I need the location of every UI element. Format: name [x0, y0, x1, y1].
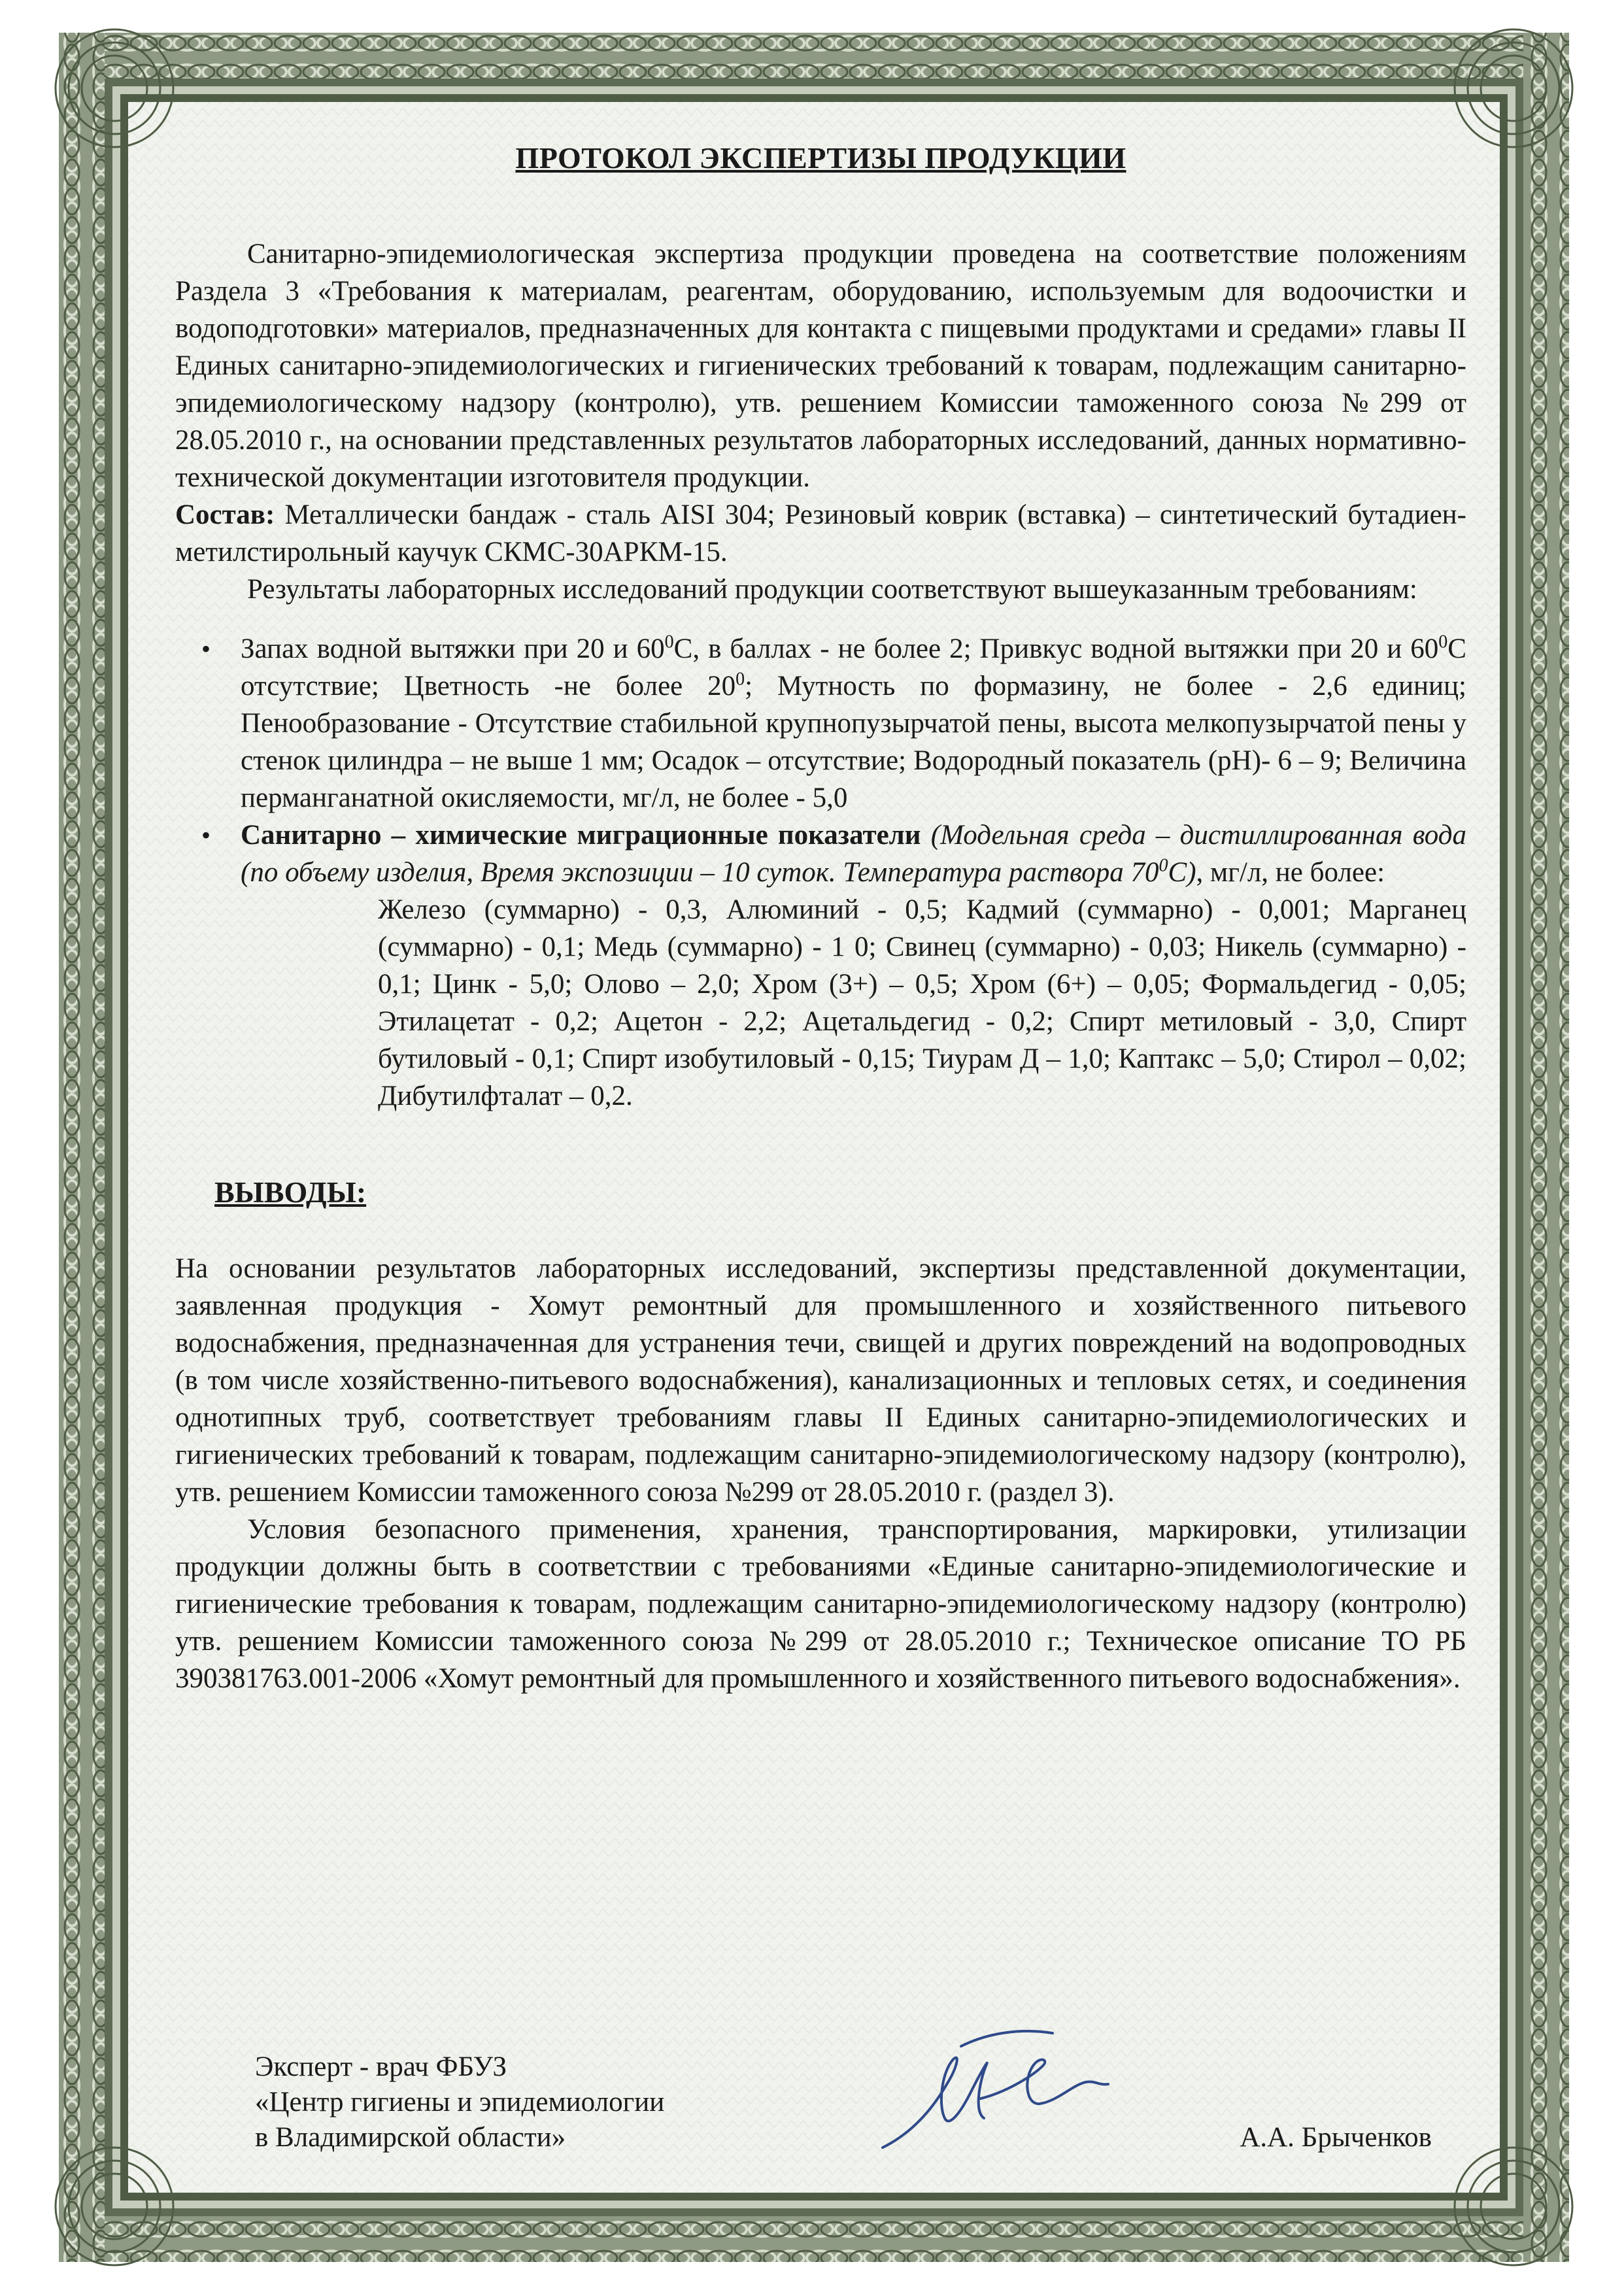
intro-paragraph: Санитарно-эпидемиологическая экспертиза продукции проведена на соответствие положениям Раздела 3 «Требования к материалам, реагентам, оборудованию, используемым для водоочистки и водоподготовки» материалов, предназначенных для контакта с пищевыми продуктами и средами» главы II Единых санитарно-эпидемиологических и гигиенических требований к товарам, подлежащим санитарно-эпидемиологическому надзору (контролю), утв. решением Комиссии таможенного союза №299 от 28.05.2010 г., на основании представленных результатов лабораторных исследований, данных нормативно-технической документации изготовителя продукции. [175, 239, 1466, 493]
composition-text: Металлически бандаж - сталь AISI 304; Резиновый коврик (вставка) – синтетический бутадиен-метилстирольный каучук СКМС-30АРКМ-15. [175, 499, 1466, 567]
conditions-paragraph: Условия безопасного применения, хранения, транспортирования, маркировки, утилизации продукции должны быть в соответствии с требованиями «Единые санитарно-эпидемиологические и гигиенические требования к товарам, подлежащим санитарно-эпидемиологическому надзору (контролю) утв. решением Комиссии таможенного союза №299 от 28.05.2010 г.; Техническое описание ТО РБ 390381763.001-2006 «Хомут ремонтный для промышленного и хозяйственного питьевого водоснабжения». [175, 1514, 1466, 1694]
composition-paragraph [175, 496, 1466, 571]
bullet-icon: • [201, 820, 211, 850]
conclusions-title: ВЫВОДЫ: [214, 1175, 367, 1209]
metals-limits: Железо (суммарно) - 0,3, Алюминий - 0,5; Кадмий (суммарно) - 0,001; Марганец (суммарно) - 0,1; Медь (суммарно) - 1 0; Свинец (суммарно) - 0,03; Никель (суммарно) - 0,1; Цинк - 5,0; Олово – 2,0; Хром (3+) – 0,5; Хром (6+) – 0,05; Формальдегид - 0,05; Этилацетат - 0,2; Ацетон - 2,2; Ацетальдегид - 0,2; Спирт метиловый - 3,0, Спирт бутиловый - 0,1; Спирт изобутиловый - 0,15; Тиурам Д – 1,0; Каптакс – 5,0; Стирол – 0,02; Дибутилфталат – 0,2. [378, 894, 1466, 1111]
handwritten-signature [876, 2020, 1118, 2157]
migration-indicators-label: Санитарно – химические миграционные показатели [241, 820, 921, 851]
document-title: ПРОТОКОЛ ЭКСПЕРТИЗЫ ПРОДУКЦИИ [515, 141, 1126, 175]
composition-label: Состав: [175, 499, 275, 530]
expert-name: А.А. Брыченков [1240, 2122, 1432, 2153]
bullet-icon: • [201, 634, 211, 664]
list-item: • Санитарно – химические миграционные показатели (Модельная среда – дистиллированная вода (по объему изделия, Время экспозиции – 10 суток. Температура раствора $70^0С$), мг/л, не более: [175, 817, 1466, 891]
expert-organization: Эксперт - врач ФБУЗ «Центр гигиены и эпидемиологии в Владимирской области» [255, 2051, 665, 2153]
requirements-list [175, 630, 1466, 891]
document-body [175, 121, 1466, 1697]
results-paragraph: Результаты лабораторных исследований продукции соответствуют вышеуказанным требованиям: [247, 574, 1417, 605]
signature-block [255, 2049, 1432, 2155]
list-item: • Запах водной вытяжки при 20 и $60^0С$, в баллах - не более 2; Привкус водной вытяжки при 20 и $60^0С$ отсутствие; Цветность -не более $20^0$; Мутность по формазину, не более - 2,6 единиц; Пенообразование - Отсутствие стабильной крупнопузырчатой пены, высота мелкопузырчатой пены у стенок цилиндра – не выше 1 мм; Осадок – отсутствие; Водородный показатель (рН)- 6 – 9; Величина перманганатной окисляемости, мг/л, не более - 5,0 [175, 630, 1466, 817]
conclusion-paragraph: На основании результатов лабораторных исследований, экспертизы представленной документации, заявленная продукция - Хомут ремонтный для промышленного и хозяйственного питьевого водоснабжения, предназначенная для устранения течи, свищей и других повреждений на водопроводных (в том числе хозяйственно-питьевого водоснабжения), канализационных и тепловых сетях, и соединения однотипных труб, соответствует требованиям главы II Единых санитарно-эпидемиологических и гигиенических требований к товарам, подлежащим санитарно-эпидемиологическому надзору (контролю), утв. решением Комиссии таможенного союза №299 от 28.05.2010 г. (раздел 3). [175, 1253, 1466, 1508]
